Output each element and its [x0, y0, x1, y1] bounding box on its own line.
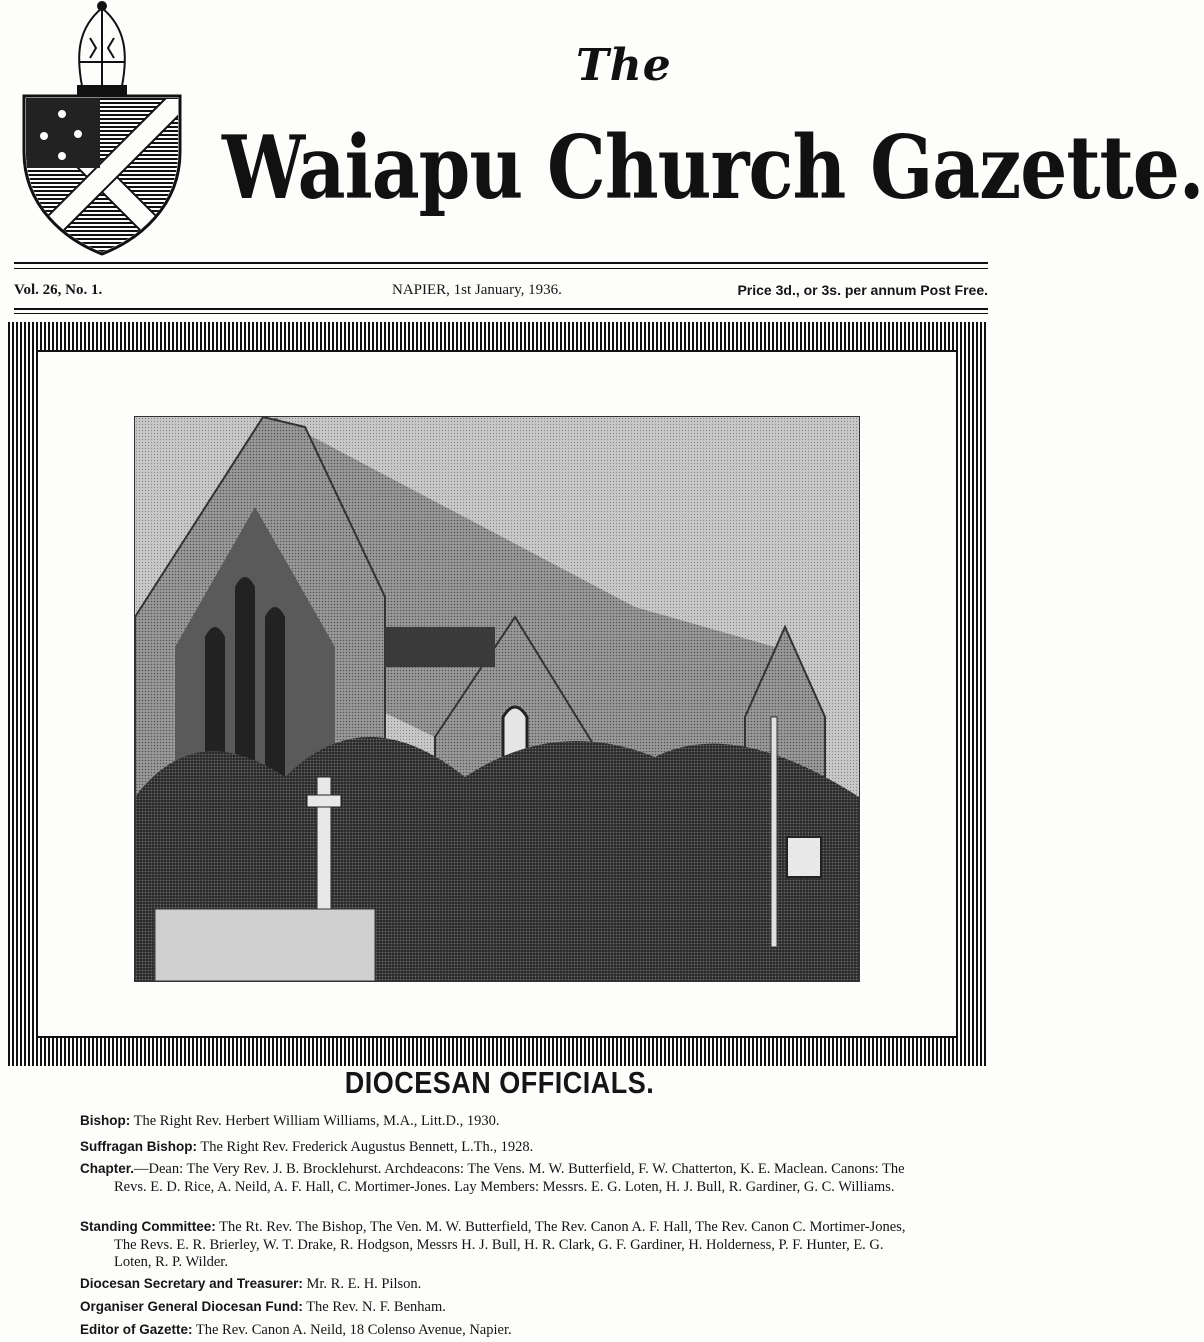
official-entry-suffragan: [80, 1138, 922, 1157]
official-text: Mr. R. E. H. Pilson.: [306, 1276, 422, 1292]
officials-heading: DIOCESAN OFFICIALS.: [344, 1066, 655, 1100]
official-entry-secretary: [80, 1275, 922, 1294]
diocesan-crest-icon: [18, 2, 186, 258]
header-rule-bottom-thin: [14, 313, 988, 314]
header-rule-top-thin: [14, 268, 988, 269]
issue-line: [14, 282, 988, 304]
issue-price: Price 3d., or 3s. per annum Post Free.: [737, 282, 988, 298]
official-entry-bishop: [80, 1112, 922, 1131]
official-entry-chapter: [80, 1160, 922, 1196]
official-text: The Right Rev. Herbert William Williams, M.A., Litt.D., 1930.: [133, 1113, 500, 1129]
masthead: [0, 0, 1204, 262]
official-text: The Rt. Rev. The Bishop, The Ven. M. W. Butterfield, The Rev. Canon A. F. Hall, The Rev. Canon C. Mortimer-Jones, The Revs. E. R. Brierley, W. T. Drake, R. Hodgson, Messrs H. J. Bull, H. R. Clark, G. F. Gardiner, H. Holderness, P. F. Hunter, E. G. Loten, R. P. Wilder.: [114, 1219, 906, 1270]
masthead-title-the: The: [576, 40, 672, 91]
cathedral-photo: [134, 416, 860, 982]
official-role: Chapter.: [80, 1161, 135, 1176]
official-role: Standing Committee:: [80, 1219, 216, 1234]
official-role: Organiser General Diocesan Fund:: [80, 1299, 303, 1314]
official-text: The Rev. N. F. Benham.: [306, 1299, 446, 1315]
official-role: Suffragan Bishop:: [80, 1139, 197, 1154]
header-rule-top: [14, 262, 988, 264]
official-text: The Right Rev. Frederick Augustus Bennett, L.Th., 1928.: [200, 1139, 534, 1155]
volume-number: Vol. 26, No. 1.: [14, 282, 103, 298]
official-entry-editor: [80, 1321, 922, 1340]
official-entry-standing-committee: [80, 1218, 922, 1272]
official-role: Editor of Gazette:: [80, 1322, 193, 1337]
official-role: Diocesan Secretary and Treasurer:: [80, 1276, 303, 1291]
official-text: The Rev. Canon A. Neild, 18 Colenso Avenue, Napier.: [195, 1322, 512, 1338]
masthead-title: Waiapu Church Gazette.: [222, 118, 1204, 220]
official-text: —Dean: The Very Rev. J. B. Brocklehurst. Archdeacons: The Vens. M. W. Butterfield, F. W. Chatterton, K. E. Maclean. Canons: The Revs. E. D. Rice, A. Neild, A. F. Hall, C. Mortimer-Jones. Lay Members: Messrs. E. G. Loten, H. J. Bull, R. Gardiner, G. C. Williams.: [114, 1161, 905, 1195]
official-entry-organiser: [80, 1298, 922, 1317]
official-role: Bishop:: [80, 1113, 131, 1128]
issue-date: NAPIER, 1st January, 1936.: [392, 282, 562, 298]
header-rule-bottom: [14, 308, 988, 310]
